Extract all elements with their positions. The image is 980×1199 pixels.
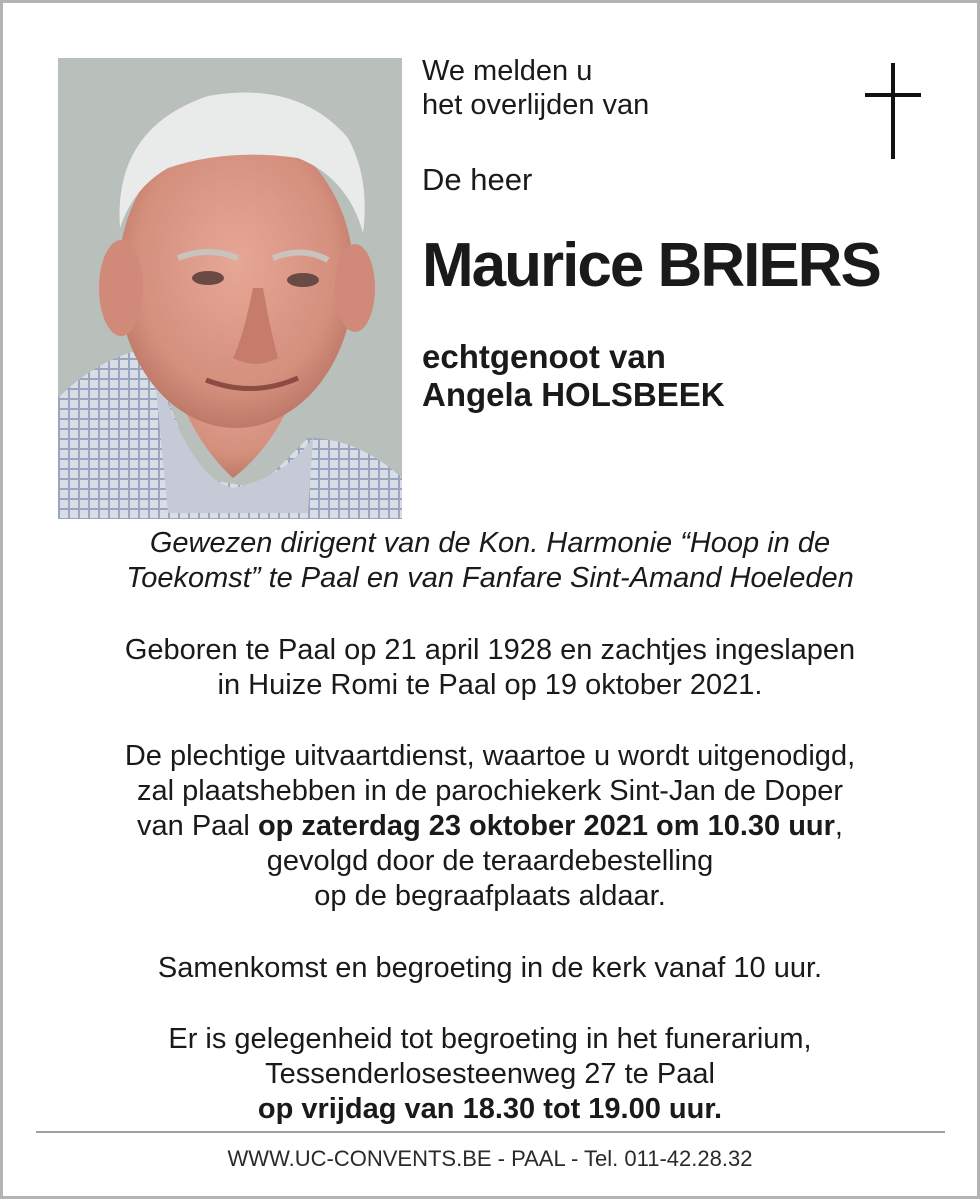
funerarium-time: op vrijdag van 18.30 tot 19.00 uur. bbox=[257, 1093, 723, 1125]
service-date: op zaterdag 23 oktober 2021 om 10.30 uur bbox=[257, 810, 835, 842]
intro-line: We melden u bbox=[422, 55, 593, 87]
service-line: op de begraafplaats aldaar. bbox=[314, 880, 666, 912]
service-line bbox=[0, 809, 980, 844]
service-suffix: , bbox=[834, 810, 843, 842]
deceased-name: Maurice BRIERS bbox=[422, 231, 880, 300]
spouse-info bbox=[422, 338, 725, 414]
service-line: zal plaatshebben in de parochiekerk Sint-Jan de Doper bbox=[136, 775, 844, 807]
funerarium-paragraph bbox=[0, 1022, 980, 1127]
birth-line: Geboren te Paal op 21 april 1928 en zachtjes ingeslapen bbox=[124, 634, 856, 666]
spouse-line: echtgenoot van bbox=[422, 338, 666, 375]
funerarium-line: Er is gelegenheid tot begroeting in het funerarium, bbox=[168, 1023, 812, 1055]
footer-divider bbox=[36, 1131, 945, 1133]
service-prefix: van Paal bbox=[137, 810, 258, 842]
service-paragraph bbox=[0, 739, 980, 914]
intro-line: het overlijden van bbox=[422, 89, 650, 121]
spouse-line: Angela HOLSBEEK bbox=[422, 376, 725, 413]
cross-icon bbox=[865, 63, 921, 159]
announcement-intro bbox=[422, 54, 649, 122]
gathering-paragraph bbox=[0, 951, 980, 986]
birth-line: in Huize Romi te Paal op 19 oktober 2021. bbox=[217, 669, 763, 701]
career-line: Gewezen dirigent van de Kon. Harmonie “Hoop in de bbox=[149, 527, 831, 559]
footer-contact: WWW.UC-CONVENTS.BE - PAAL - Tel. 011-42.28.32 bbox=[227, 1146, 753, 1171]
service-line: De plechtige uitvaartdienst, waartoe u wordt uitgenodigd, bbox=[124, 740, 856, 772]
career-line: Toekomst” te Paal en van Fanfare Sint-Amand Hoeleden bbox=[126, 562, 854, 594]
birth-death-paragraph bbox=[0, 633, 980, 703]
portrait-photo bbox=[58, 58, 402, 519]
honorific: De heer bbox=[422, 162, 533, 197]
career-paragraph bbox=[0, 526, 980, 596]
gathering-line: Samenkomst en begroeting in de kerk vanaf 10 uur. bbox=[157, 952, 823, 984]
funerarium-line: Tessenderlosesteenweg 27 te Paal bbox=[265, 1058, 715, 1090]
service-line: gevolgd door de teraardebestelling bbox=[266, 845, 714, 877]
portrait-illustration bbox=[58, 58, 402, 519]
